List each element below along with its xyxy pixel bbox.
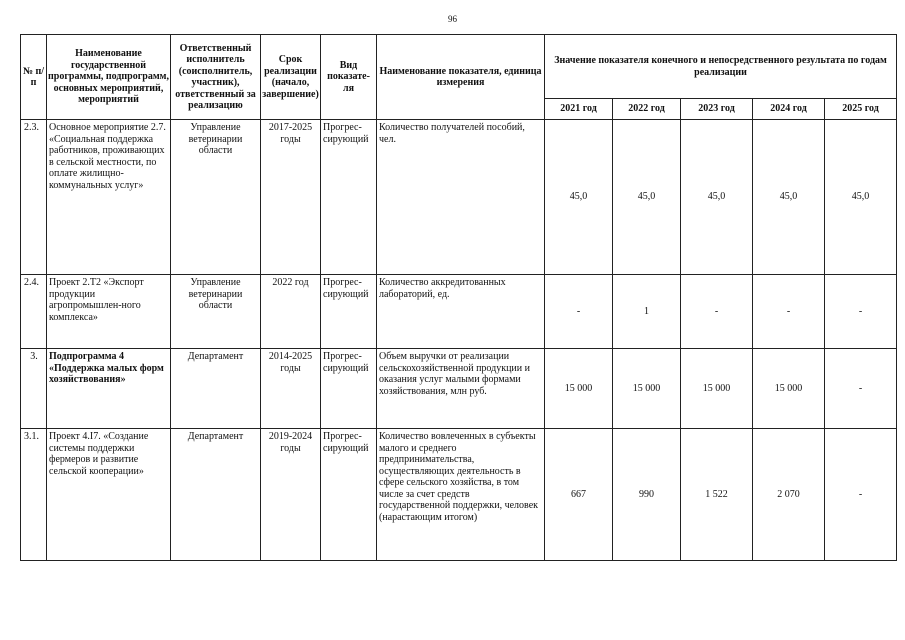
row-term: 2017-2025 годы	[261, 120, 321, 275]
row-value-2024: 15 000	[753, 349, 825, 429]
header-year-2024: 2024 год	[753, 99, 825, 120]
row-num: 2.3.	[21, 120, 47, 275]
header-year-2022: 2022 год	[613, 99, 681, 120]
row-value-2024: 2 070	[753, 429, 825, 561]
table-row	[21, 275, 897, 349]
row-responsible: Департамент	[171, 349, 261, 429]
row-value-2021: 45,0	[545, 120, 613, 275]
row-indicator-type: Прогрес-сирующий	[321, 120, 377, 275]
row-value-2025: -	[825, 429, 897, 561]
header-num: № п/п	[21, 35, 47, 120]
row-indicator-type: Прогрес-сирующий	[321, 275, 377, 349]
row-value-2021: -	[545, 275, 613, 349]
row-value-2023: 1 522	[681, 429, 753, 561]
row-term: 2022 год	[261, 275, 321, 349]
row-name: Основное мероприятие 2.7. «Социальная поддержка работников, проживающих в сельской местности, по оплате жилищно-коммунальных услуг»	[47, 120, 171, 275]
header-term: Срок реализации (начало, завершение)	[261, 35, 321, 120]
header-name: Наименование государственной программы, подпрограмм, основных мероприятий, мероприятий	[47, 35, 171, 120]
row-value-2022: 990	[613, 429, 681, 561]
row-indicator-name: Количество вовлеченных в субъекты малого и среднего предпринимательства, осуществляющих деятельность в сфере сельского хозяйства, в том числе за счет средств государственной поддержки, человек (нарастающим итогом)	[377, 429, 545, 561]
row-num: 2.4.	[21, 275, 47, 349]
row-term: 2014-2025 годы	[261, 349, 321, 429]
row-value-2022: 1	[613, 275, 681, 349]
row-value-2022: 45,0	[613, 120, 681, 275]
row-term: 2019-2024 годы	[261, 429, 321, 561]
indicators-table-container	[20, 34, 896, 561]
header-indicator-name: Наименование показателя, единица измерения	[377, 35, 545, 120]
header-year-2021: 2021 год	[545, 99, 613, 120]
row-value-2025: -	[825, 349, 897, 429]
row-name: Проект 2.Т2 «Экспорт продукции агропромышлен-ного комплекса»	[47, 275, 171, 349]
header-year-2023: 2023 год	[681, 99, 753, 120]
row-responsible: Управление ветеринарии области	[171, 120, 261, 275]
row-indicator-name: Количество получателей пособий, чел.	[377, 120, 545, 275]
row-name: Подпрограмма 4 «Поддержка малых форм хозяйствования»	[47, 349, 171, 429]
row-responsible: Управление ветеринарии области	[171, 275, 261, 349]
row-indicator-name: Количество аккредитованных лабораторий, ед.	[377, 275, 545, 349]
row-indicator-name: Объем выручки от реализации сельскохозяйственной продукции и оказания услуг малыми формами хозяйствования, млн руб.	[377, 349, 545, 429]
header-values-group: Значение показателя конечного и непосредственного результата по годам реализации	[545, 35, 897, 99]
row-name: Проект 4.I7. «Создание системы поддержки фермеров и развитие сельской кооперации»	[47, 429, 171, 561]
header-indicator-type: Вид показате-ля	[321, 35, 377, 120]
row-value-2023: 15 000	[681, 349, 753, 429]
row-value-2022: 15 000	[613, 349, 681, 429]
indicators-table	[20, 34, 897, 561]
page-number: 96	[448, 14, 457, 24]
row-num: 3.1.	[21, 429, 47, 561]
row-value-2023: 45,0	[681, 120, 753, 275]
table-row	[21, 349, 897, 429]
row-value-2024: -	[753, 275, 825, 349]
row-num: 3.	[21, 349, 47, 429]
row-value-2021: 15 000	[545, 349, 613, 429]
row-value-2025: 45,0	[825, 120, 897, 275]
row-indicator-type: Прогрес-сирующий	[321, 349, 377, 429]
row-value-2025: -	[825, 275, 897, 349]
row-value-2024: 45,0	[753, 120, 825, 275]
table-row	[21, 120, 897, 275]
table-row	[21, 429, 897, 561]
header-year-2025: 2025 год	[825, 99, 897, 120]
header-responsible: Ответственный исполнитель (соисполнитель, участник), ответственный за реализацию	[171, 35, 261, 120]
row-value-2021: 667	[545, 429, 613, 561]
row-responsible: Департамент	[171, 429, 261, 561]
row-indicator-type: Прогрес-сирующий	[321, 429, 377, 561]
row-value-2023: -	[681, 275, 753, 349]
